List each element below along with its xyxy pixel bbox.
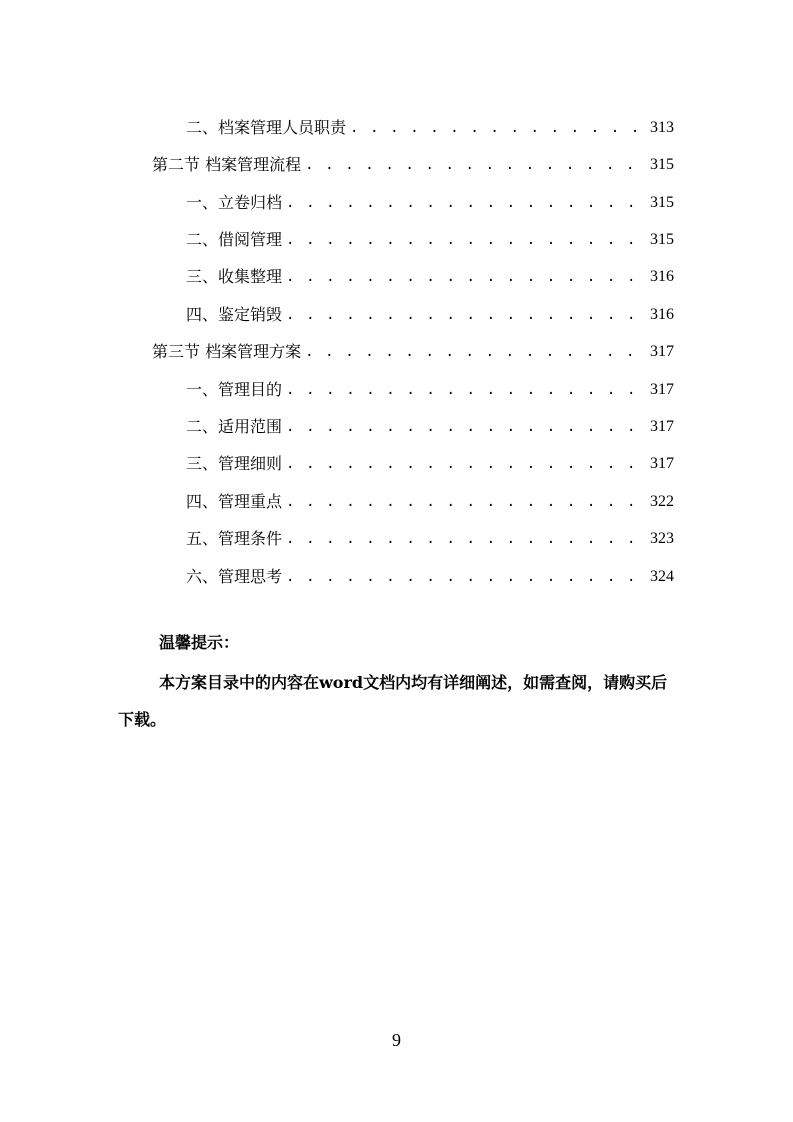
toc-entry-label: 四、鉴定销毁 — [186, 305, 283, 324]
toc-leader-dots — [350, 118, 648, 138]
toc-entry-page: 313 — [650, 119, 674, 136]
toc-entry-label: 第二节 档案管理流程 — [152, 155, 302, 174]
toc-entry-page: 315 — [650, 156, 674, 173]
toc-entry-page: 316 — [650, 268, 674, 285]
toc-entry-label: 三、管理细则 — [186, 454, 283, 473]
toc-entry-page: 322 — [650, 493, 674, 510]
toc-entry-page: 315 — [650, 231, 674, 248]
toc-entry-page: 317 — [650, 455, 674, 472]
toc-entry-page: 317 — [650, 381, 674, 398]
toc-entry[interactable] — [186, 400, 674, 437]
toc-entry[interactable] — [186, 250, 674, 287]
toc-entry-label: 五、管理条件 — [186, 529, 283, 548]
toc-leader-dots — [286, 305, 648, 325]
toc-leader-dots — [286, 454, 648, 474]
toc-entry-label: 一、立卷归档 — [186, 193, 283, 212]
toc-leader-dots — [286, 417, 648, 437]
toc-entry-page: 324 — [650, 568, 674, 585]
toc-entry-page: 317 — [650, 343, 674, 360]
toc-leader-dots — [305, 155, 648, 175]
toc-entry-page: 315 — [650, 194, 674, 211]
toc-entry[interactable] — [186, 288, 674, 325]
toc-entry-label: 一、管理目的 — [186, 380, 283, 399]
toc-entry[interactable] — [186, 213, 674, 250]
toc-entry[interactable] — [186, 101, 674, 138]
notice-title: 温馨提示： — [159, 633, 240, 652]
toc-leader-dots — [286, 193, 648, 213]
toc-leader-dots — [305, 342, 648, 362]
notice-body: 本方案目录中的内容在word文档内均有详细阐述，如需查阅，请购买后下载。 — [118, 673, 668, 729]
toc-entry-label: 二、档案管理人员职责 — [186, 118, 347, 137]
toc-leader-dots — [286, 492, 648, 512]
page-number: 9 — [392, 1030, 401, 1050]
toc-entry-label: 二、适用范围 — [186, 417, 283, 436]
toc-entry[interactable] — [152, 138, 674, 175]
toc-leader-dots — [286, 529, 648, 549]
toc-entry[interactable] — [152, 325, 674, 362]
toc-entry[interactable] — [186, 512, 674, 549]
toc-leader-dots — [286, 267, 648, 287]
toc-entry-label: 四、管理重点 — [186, 492, 283, 511]
toc-entry-label: 二、借阅管理 — [186, 230, 283, 249]
toc-leader-dots — [286, 380, 648, 400]
toc-entry-page: 316 — [650, 306, 674, 323]
toc-entry-label: 第三节 档案管理方案 — [152, 342, 302, 361]
toc-entry-page: 317 — [650, 418, 674, 435]
toc-entry[interactable] — [186, 363, 674, 400]
toc-entry-label: 六、管理思考 — [186, 567, 283, 586]
toc-leader-dots — [286, 230, 648, 250]
toc-entry[interactable] — [186, 437, 674, 474]
toc-leader-dots — [286, 567, 648, 587]
toc-entry-page: 323 — [650, 530, 674, 547]
toc-entry[interactable] — [186, 550, 674, 587]
toc-entry[interactable] — [186, 475, 674, 512]
toc-entry-label: 三、收集整理 — [186, 267, 283, 286]
toc-entry[interactable] — [186, 176, 674, 213]
